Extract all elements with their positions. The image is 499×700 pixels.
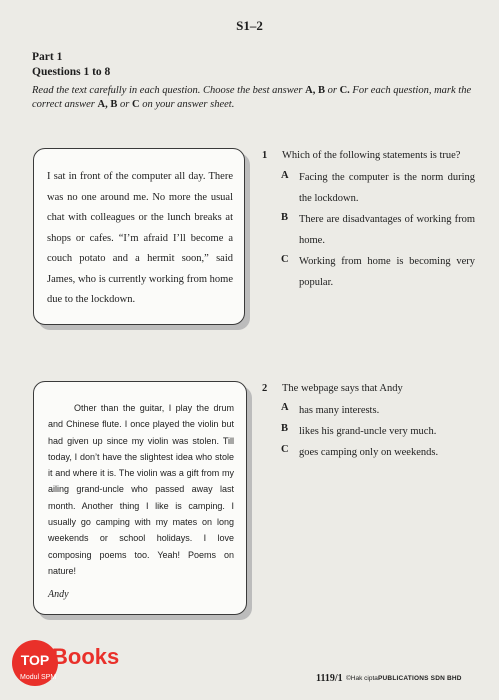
instructions-bold: A, B	[97, 99, 118, 110]
question-number: 2	[262, 383, 268, 394]
instructions-text: on your answer sheet.	[139, 99, 235, 110]
option-text: There are disadvantages of working from home.	[299, 214, 475, 246]
passage-1-box	[33, 148, 245, 325]
option-text: goes camping only on weekends.	[299, 447, 439, 458]
option-text: Facing the computer is the norm during the lockdown.	[299, 172, 475, 204]
logo-books-text: Books	[52, 644, 120, 669]
passage-2-box	[33, 381, 247, 615]
instructions-text: Read the text carefully in each question. Choose the best answer	[32, 85, 306, 96]
option-text: Working from home is becoming very popular.	[299, 256, 475, 288]
option-text: has many interests.	[299, 405, 380, 416]
option-letter: C	[281, 254, 289, 265]
copyright-text: ©Hak cipta	[346, 675, 378, 682]
instructions-bold: C	[131, 99, 140, 110]
option-letter: A	[281, 170, 289, 181]
logo-subtitle: Modul SPM	[20, 674, 57, 681]
paper-code: 1119/1	[316, 673, 343, 684]
instructions-text: or	[117, 99, 132, 110]
question-text: The webpage says that Andy	[282, 383, 403, 394]
part-title: Part 1	[32, 51, 63, 63]
instructions-text: For each question, mark the correct answer	[32, 85, 472, 110]
topbooks-logo	[12, 636, 120, 690]
option-text: likes his grand-uncle very much.	[299, 426, 437, 437]
option-letter: B	[281, 212, 289, 223]
question-text: Which of the following statements is true?	[282, 150, 461, 161]
part-subtitle: Questions 1 to 8	[32, 66, 111, 78]
instructions-text: or	[324, 85, 340, 96]
instructions	[32, 84, 472, 112]
instructions-bold: A, B	[305, 85, 325, 96]
option-letter: B	[281, 423, 289, 434]
passage-2-text: Other than the guitar, I play the drum and Chinese flute. I once played the violin but had given up since my violin was stolen. Till today, I don’t have the slightest idea who stole it and where it is. The violin was a gift from my ailing grand-uncle who passed away last month. Another thing I like is camping. I usually go camping with my mates on long weekends or school holidays. I love composing poems too. Yeah! Poems on nature!	[48, 403, 234, 576]
part-heading	[32, 50, 110, 80]
option-letter: A	[281, 402, 289, 413]
publisher-name: PUBLICATIONS SDN BHD	[378, 675, 462, 682]
passage-1-text: I sat in front of the computer all day. There was no one around me. No more the usual chat with colleagues or the lunch breaks at shops or cafes. “I’m afraid I’ll become a couch potato and a hermit soon,” said James, who is currently working from home due to the lockdown.	[47, 171, 233, 305]
logo-top-text: TOP	[12, 640, 58, 686]
page-header: S1–2	[236, 18, 263, 33]
instructions-bold: C.	[339, 85, 350, 96]
option-letter: C	[281, 444, 289, 455]
signature: Andy	[48, 589, 69, 601]
question-number: 1	[262, 150, 268, 161]
